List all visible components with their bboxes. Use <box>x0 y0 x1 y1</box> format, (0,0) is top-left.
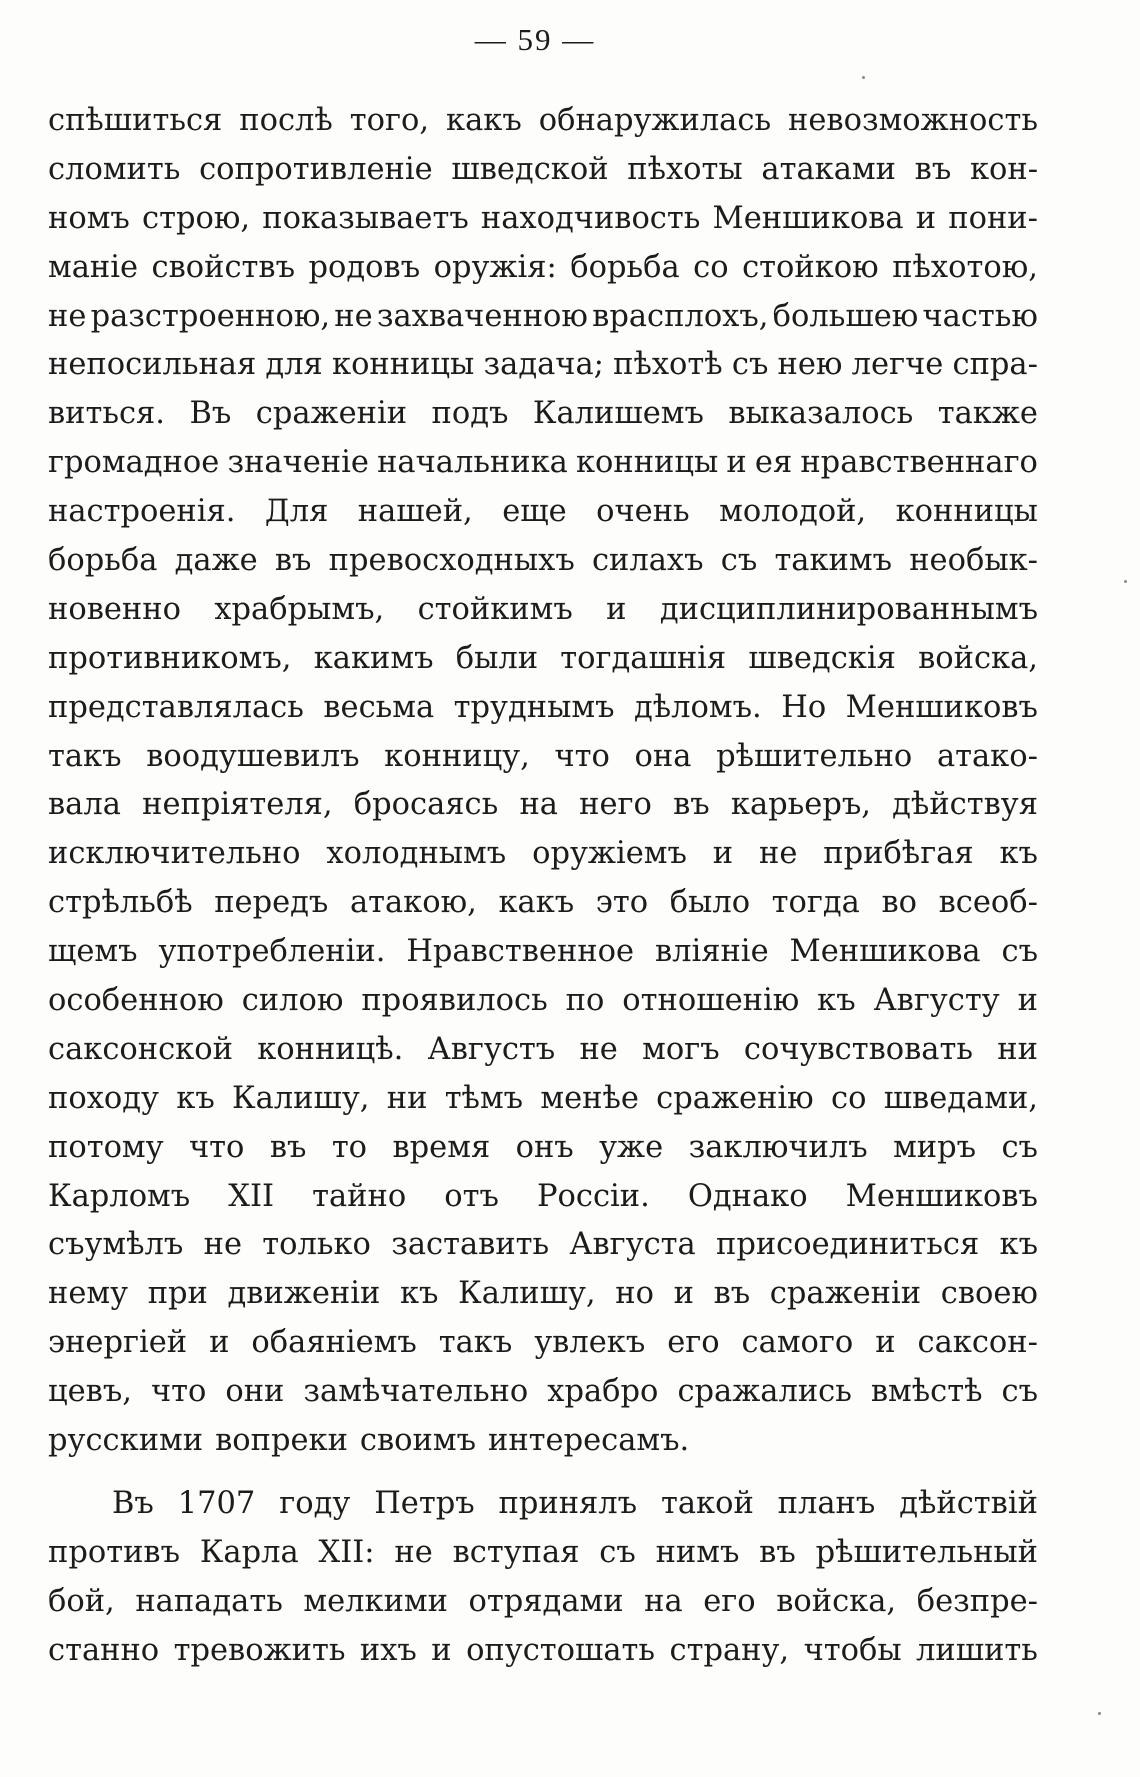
word: необык- <box>909 543 1038 579</box>
word: и <box>712 836 734 872</box>
word: и <box>726 445 747 481</box>
word: борьба <box>48 543 158 579</box>
text-line <box>48 1026 1038 1075</box>
word: Калишу, <box>458 1276 596 1312</box>
word: пѣхотою, <box>892 249 1038 285</box>
word: щемъ <box>48 934 138 970</box>
word: передъ <box>214 885 329 921</box>
word: его <box>667 1325 720 1361</box>
paragraph-gap <box>48 1466 1038 1480</box>
word: Нравственное <box>406 934 635 970</box>
word: къ <box>999 836 1038 872</box>
word: атако- <box>936 738 1038 774</box>
word: вліяніе <box>654 934 769 970</box>
text-line <box>48 1173 1038 1222</box>
word: ни <box>386 1080 428 1116</box>
word: такимъ <box>774 543 893 579</box>
text-line <box>48 488 1038 537</box>
word: Меншиковъ <box>845 1178 1038 1214</box>
word: противникомъ, <box>48 640 292 676</box>
word: какъ <box>498 885 575 921</box>
word: къ <box>399 1276 439 1312</box>
word: разстроенною, <box>90 298 331 334</box>
word: то <box>331 1129 368 1165</box>
word: саксон- <box>917 1325 1038 1361</box>
word: Въ <box>112 1485 154 1521</box>
word: обнаружилась <box>538 103 772 138</box>
word: задача; <box>483 347 604 383</box>
word: уже <box>599 1129 664 1165</box>
word: Карла <box>199 1534 299 1570</box>
word: борьба <box>570 249 680 285</box>
text-line <box>48 293 1038 342</box>
word: исключительно <box>48 836 301 872</box>
word: виться. <box>48 396 165 432</box>
word: принялъ <box>498 1485 638 1521</box>
word: къ <box>176 1080 215 1116</box>
word: оружія: <box>433 249 557 285</box>
word: ея <box>754 445 793 481</box>
word: къ <box>999 1227 1038 1263</box>
word: тогда <box>771 885 860 921</box>
word: легче <box>851 347 944 383</box>
word: увлекъ <box>534 1325 646 1361</box>
word: отъ <box>444 1178 499 1214</box>
word: послѣ <box>239 103 333 138</box>
word: вала <box>48 787 121 823</box>
word: своимъ <box>359 1423 476 1459</box>
word: новенно <box>48 591 181 627</box>
word: бой, <box>48 1583 115 1619</box>
word: невозможность <box>788 103 1038 138</box>
word: на <box>644 1583 683 1619</box>
word: маніе <box>48 249 139 285</box>
word: чтобы <box>803 1632 902 1668</box>
word: храбро <box>547 1374 659 1410</box>
word: Калишу, <box>231 1080 370 1116</box>
word: сражались <box>677 1374 852 1410</box>
text-line <box>48 146 1038 195</box>
word: превосходныхъ <box>328 543 575 579</box>
word: храбрымъ, <box>214 591 385 627</box>
word: еще <box>502 494 567 530</box>
text-line <box>48 781 1038 830</box>
word: и <box>673 1276 694 1312</box>
word: спѣшиться <box>48 103 223 138</box>
word: съ <box>599 1534 636 1570</box>
word: также <box>937 396 1038 432</box>
word: замѣчательно <box>303 1374 529 1410</box>
word: дѣломъ. <box>634 689 762 725</box>
word: особенною <box>48 983 224 1019</box>
word: обаяніемъ <box>251 1325 417 1361</box>
text-line <box>48 341 1038 390</box>
text-line <box>48 1578 1038 1627</box>
word: въ <box>914 151 952 187</box>
word: нему <box>48 1276 129 1312</box>
word: съ <box>720 543 758 579</box>
page-number: — 59 — <box>474 22 596 57</box>
word: такой <box>660 1485 754 1521</box>
word: Но <box>781 689 827 725</box>
word: но <box>615 1276 654 1312</box>
word: шведами, <box>883 1080 1038 1116</box>
word: бросаясь <box>353 787 499 823</box>
word: со <box>830 1080 867 1116</box>
word: менѣе <box>540 1080 639 1116</box>
text-line <box>48 439 1038 488</box>
word: въ <box>274 543 312 579</box>
word: Августу <box>873 983 1000 1019</box>
word: молодой, <box>719 494 867 530</box>
text-line <box>48 635 1038 684</box>
word: какъ <box>446 103 522 138</box>
text-line <box>48 195 1038 244</box>
word: для <box>265 347 323 383</box>
word: дѣйствуя <box>892 787 1038 823</box>
word: самого <box>741 1325 854 1361</box>
word: заключилъ <box>688 1129 868 1165</box>
word: миръ <box>893 1129 977 1165</box>
word: съ <box>731 347 769 383</box>
word: Для <box>264 494 329 530</box>
word: въ <box>713 1276 751 1312</box>
word: тревожить <box>173 1632 346 1668</box>
word: непріятеля, <box>142 787 333 823</box>
word: во <box>881 885 917 921</box>
word: нимъ <box>655 1534 740 1570</box>
word: шведскія <box>748 640 896 676</box>
word: Меншикова <box>789 934 981 970</box>
word: къ <box>817 983 856 1019</box>
text-line <box>48 879 1038 928</box>
word: стрѣльбѣ <box>48 885 193 921</box>
word: того, <box>349 103 430 138</box>
word: отношенію <box>622 983 800 1019</box>
word: онъ <box>515 1129 574 1165</box>
word: него <box>579 787 652 823</box>
word: стойкимъ <box>417 591 573 627</box>
word: Россіи. <box>536 1178 650 1214</box>
word: всеоб- <box>938 885 1038 921</box>
word: частью <box>922 298 1038 334</box>
word: употребленіи. <box>158 934 386 970</box>
word: съ <box>1001 934 1038 970</box>
word: энергіей <box>48 1325 188 1361</box>
word: прибѣгая <box>823 836 974 872</box>
word: большею <box>772 298 919 334</box>
word: въ <box>673 787 710 823</box>
word: находчивость <box>480 200 701 236</box>
text-line <box>48 1075 1038 1124</box>
word: начальника <box>377 445 568 481</box>
word: съ <box>1001 1374 1038 1410</box>
word: лишить <box>916 1632 1038 1668</box>
word: русскими <box>48 1423 204 1459</box>
word: интересамъ. <box>487 1423 690 1459</box>
word: карьеръ, <box>730 787 871 823</box>
text-line <box>48 1480 1038 1529</box>
word: строю, <box>141 200 251 236</box>
word: оружіемъ <box>532 836 687 872</box>
word: Карломъ <box>48 1178 191 1214</box>
word: движеніи <box>227 1276 381 1312</box>
word: противъ <box>48 1534 180 1570</box>
text-line <box>48 1124 1038 1173</box>
word: выказалось <box>728 396 914 432</box>
word: свойствъ <box>151 249 296 285</box>
word: что <box>554 738 610 774</box>
word: атакою, <box>349 885 477 921</box>
word: и <box>431 1632 452 1668</box>
word: съ <box>1001 1129 1038 1165</box>
word: въ <box>759 1534 796 1570</box>
text-line <box>48 537 1038 586</box>
word: сочувствовать <box>743 1031 973 1067</box>
word: Меншикова <box>712 200 904 236</box>
word: такъ <box>48 738 122 774</box>
word: году <box>279 1485 351 1521</box>
word: пѣхотѣ <box>613 347 723 383</box>
paragraph-2 <box>48 1480 1038 1676</box>
scan-speck <box>862 76 865 79</box>
word: номъ <box>48 200 130 236</box>
word: отрядами <box>468 1583 624 1619</box>
word: своею <box>940 1276 1038 1312</box>
text-line <box>48 928 1038 977</box>
text-line <box>48 1368 1038 1417</box>
word: вопреки <box>215 1423 348 1459</box>
text-line <box>48 977 1038 1026</box>
word: Августъ <box>427 1031 556 1067</box>
word: шведской <box>451 151 609 187</box>
word: что <box>189 1129 245 1165</box>
word: нашей, <box>357 494 473 530</box>
word: громадное <box>48 445 220 481</box>
word: конницы <box>575 445 719 481</box>
word: непосильная <box>48 347 257 383</box>
word: настроенія. <box>48 494 236 530</box>
word: сраженію <box>656 1080 814 1116</box>
word: Калишемъ <box>532 396 704 432</box>
word: при <box>147 1276 208 1312</box>
word: дисциплинированнымъ <box>659 591 1038 627</box>
word: подъ <box>431 396 509 432</box>
word: съумѣлъ <box>48 1227 184 1263</box>
word: весьма <box>323 689 435 725</box>
word: даже <box>174 543 258 579</box>
text-line <box>48 1270 1038 1319</box>
word: Однако <box>687 1178 808 1214</box>
word: ни <box>997 1031 1038 1067</box>
word: конницы <box>895 494 1038 530</box>
word: его <box>703 1583 756 1619</box>
word: войска, <box>918 640 1038 676</box>
word: пони- <box>948 200 1038 236</box>
word: были <box>455 640 539 676</box>
word: врасплохъ, <box>592 298 769 334</box>
word: Петръ <box>374 1485 475 1521</box>
word: они <box>225 1374 285 1410</box>
word: вмѣстѣ <box>870 1374 983 1410</box>
text-line <box>48 97 1038 146</box>
word: захваченною <box>376 298 588 334</box>
word: атаками <box>761 151 896 187</box>
word: конницѣ. <box>257 1031 404 1067</box>
word: рѣшительный <box>815 1534 1038 1570</box>
word: нападать <box>135 1583 283 1619</box>
word: конницу, <box>384 738 530 774</box>
word: и <box>915 200 937 236</box>
word: заставить <box>391 1227 550 1263</box>
word: значеніе <box>227 445 369 481</box>
text-line <box>48 1417 1038 1466</box>
word: не <box>334 298 373 334</box>
word: какимъ <box>313 640 434 676</box>
text-line <box>48 733 1038 782</box>
word: дѣйствій <box>899 1485 1038 1521</box>
scan-speck <box>1124 580 1127 583</box>
word: сломить <box>48 151 181 187</box>
word: планъ <box>777 1485 876 1521</box>
word: тогдашнія <box>560 640 727 676</box>
word: присоединиться <box>716 1227 980 1263</box>
word: и <box>875 1325 896 1361</box>
text-line <box>48 1319 1038 1368</box>
word: 1707 <box>177 1485 256 1521</box>
word: нею <box>777 347 843 383</box>
word: она <box>634 738 692 774</box>
word: конницы <box>332 347 475 383</box>
word: не <box>579 1031 618 1067</box>
word: пѣхоты <box>627 151 743 187</box>
word: XII: <box>318 1534 375 1570</box>
word: очень <box>596 494 690 530</box>
word: въ <box>269 1129 307 1165</box>
word: такъ <box>438 1325 513 1361</box>
word: холоднымъ <box>326 836 507 872</box>
word: показываетъ <box>262 200 469 236</box>
word: сраженіи <box>255 396 408 432</box>
word: не <box>759 836 798 872</box>
word: XII <box>228 1178 275 1214</box>
text-line <box>48 244 1038 293</box>
word: Въ <box>189 396 232 432</box>
word: не <box>203 1227 242 1263</box>
word: по <box>565 983 605 1019</box>
scan-speck <box>1098 1712 1101 1715</box>
text-line <box>48 586 1038 635</box>
word: на <box>519 787 558 823</box>
word: сраженіи <box>769 1276 922 1312</box>
word: тайно <box>312 1178 407 1214</box>
text-line <box>48 1627 1038 1676</box>
text-line <box>48 684 1038 733</box>
word: воодушевилъ <box>146 738 360 774</box>
word: и <box>606 591 627 627</box>
word: стойкою <box>742 249 879 285</box>
paragraph-1 <box>48 97 1038 1466</box>
word: саксонской <box>48 1031 233 1067</box>
word: потому <box>48 1129 164 1165</box>
word: и <box>1017 983 1038 1019</box>
text-line <box>48 1221 1038 1270</box>
word: представлялась <box>48 689 304 725</box>
word: Августа <box>569 1227 696 1263</box>
word: проявилось <box>361 983 548 1019</box>
word: кон- <box>969 151 1038 187</box>
word: спра- <box>952 347 1038 383</box>
word: цевъ, <box>48 1374 132 1410</box>
word: со <box>693 249 729 285</box>
word: силою <box>241 983 344 1019</box>
word: рѣшительно <box>716 738 913 774</box>
text-line <box>48 1529 1038 1578</box>
word: страну, <box>669 1632 790 1668</box>
word: было <box>669 885 751 921</box>
word: это <box>595 885 649 921</box>
body-text <box>48 97 1038 1676</box>
word: ихъ <box>359 1632 417 1668</box>
word: сопротивленіе <box>199 151 433 187</box>
word: силахъ <box>591 543 704 579</box>
word: не <box>48 298 87 334</box>
text-line <box>48 390 1038 439</box>
word: походу <box>48 1080 159 1116</box>
word: тѣмъ <box>444 1080 524 1116</box>
word: только <box>262 1227 371 1263</box>
word: опустошать <box>466 1632 656 1668</box>
word: мелкими <box>303 1583 448 1619</box>
word: Меншиковъ <box>845 689 1038 725</box>
word: могъ <box>642 1031 720 1067</box>
word: войска, <box>776 1583 897 1619</box>
word: безпре- <box>916 1583 1038 1619</box>
word: что <box>150 1374 207 1410</box>
word: не <box>394 1534 433 1570</box>
word: вступая <box>452 1534 580 1570</box>
word: станно <box>48 1632 160 1668</box>
word: время <box>392 1129 491 1165</box>
word: труднымъ <box>453 689 615 725</box>
word: нравственнаго <box>800 445 1038 481</box>
word: и <box>209 1325 230 1361</box>
text-line <box>48 830 1038 879</box>
word: родовъ <box>308 249 421 285</box>
